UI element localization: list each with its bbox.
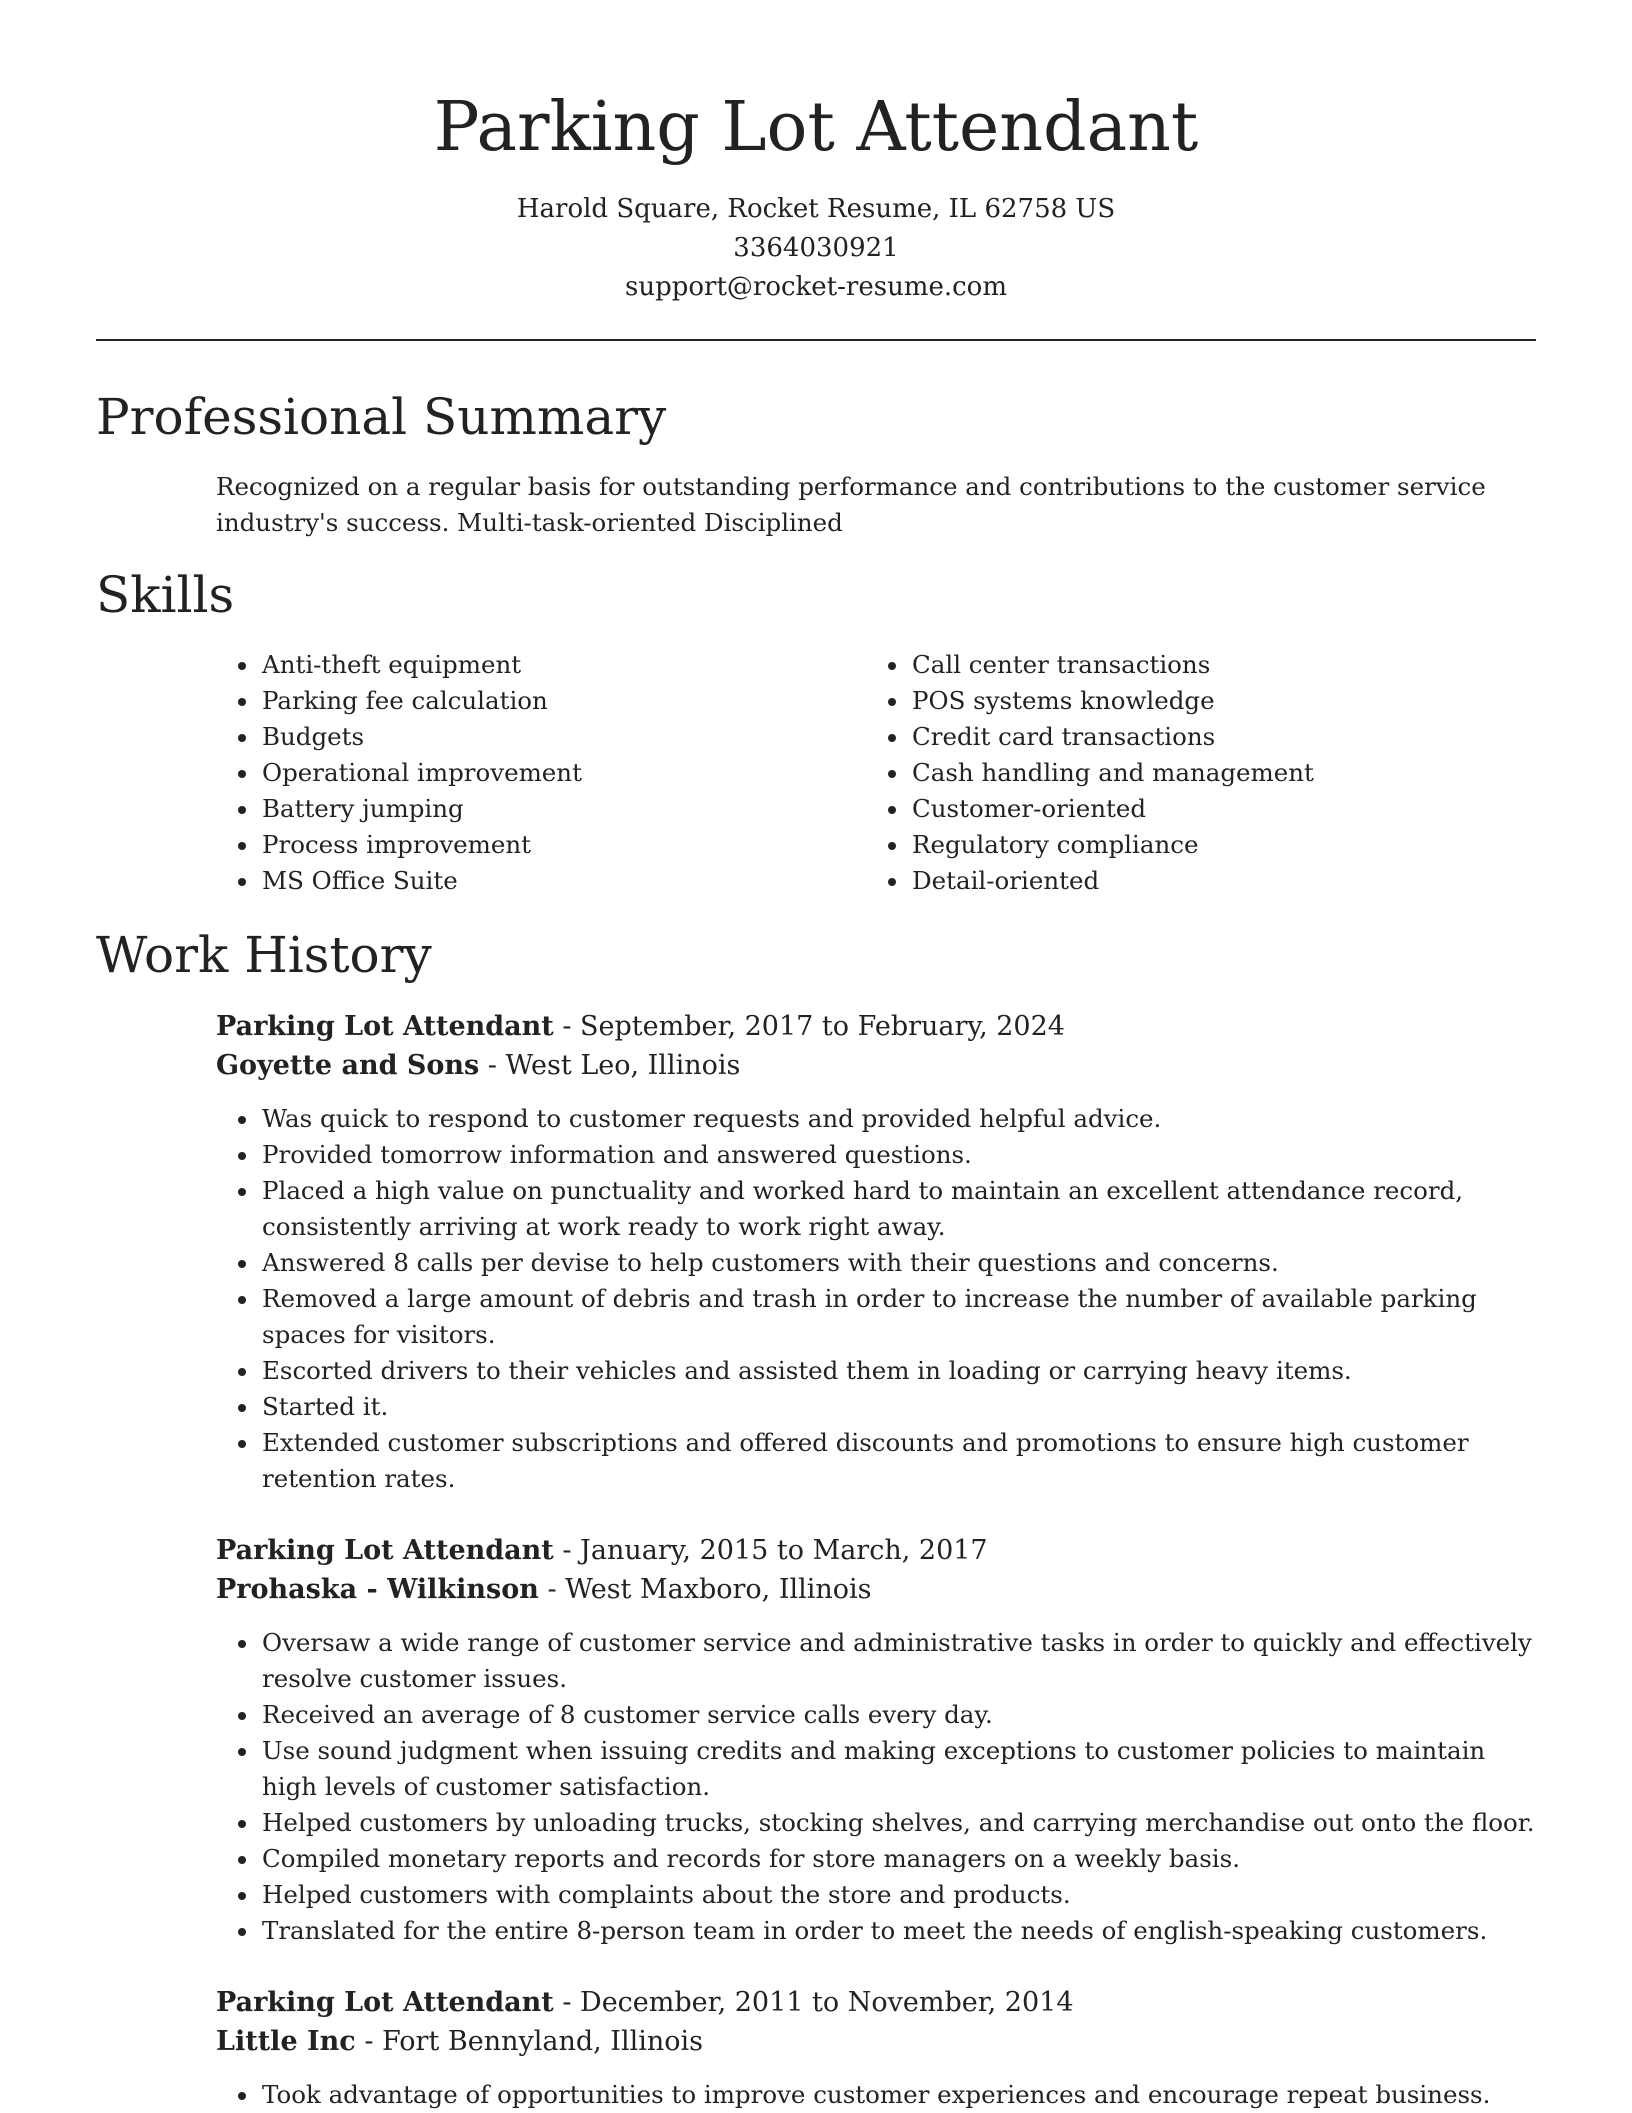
- work-history-heading: Work History: [96, 926, 432, 984]
- job-location: Fort Bennyland, Illinois: [382, 2026, 704, 2057]
- job-bullet: • Was quick to respond to customer requests and provided helpful advice.: [260, 1101, 1536, 1137]
- job-bullet: • Took advantage of opportunities to improve customer experiences and encourage repeat business.: [260, 2077, 1536, 2113]
- job-bullet: • Translated for the entire 8-person team in order to meet the needs of english-speaking customers.: [260, 1913, 1536, 1949]
- job-role: Parking Lot Attendant: [216, 1987, 554, 2018]
- job-bullet: • Helped customers by unloading trucks, stocking shelves, and carrying merchandise out onto the floor.: [260, 1805, 1536, 1841]
- job-entry: [216, 1531, 1536, 1949]
- job-entry: [216, 1007, 1536, 1497]
- job-company: Little Inc: [216, 2026, 356, 2057]
- separator: -: [553, 1987, 581, 2018]
- job-bullets: [216, 2077, 1536, 2113]
- skill-item: • Credit card transactions: [910, 719, 1516, 755]
- job-bullet: • Started it.: [260, 1389, 1536, 1425]
- job-bullets: [216, 1101, 1536, 1497]
- job-role: Parking Lot Attendant: [216, 1011, 554, 1042]
- summary-text: Recognized on a regular basis for outstanding performance and contributions to the customer service industry's success. Multi-task-oriented Disciplined: [216, 472, 1486, 537]
- job-title-line: [216, 1983, 1536, 2022]
- separator: -: [355, 2026, 383, 2057]
- job-bullet: • Escorted drivers to their vehicles and assisted them in loading or carrying heavy items.: [260, 1353, 1536, 1389]
- skill-item: • Battery jumping: [260, 791, 866, 827]
- job-role: Parking Lot Attendant: [216, 1535, 554, 1566]
- skill-item: • POS systems knowledge: [910, 683, 1516, 719]
- separator: -: [479, 1050, 506, 1081]
- job-bullet: • Oversaw a wide range of customer service and administrative tasks in order to quickly and effectively resolve customer issues.: [260, 1625, 1536, 1697]
- job-bullet: • Use sound judgment when issuing credits and making exceptions to customer policies to maintain high levels of customer satisfaction.: [260, 1733, 1536, 1805]
- job-bullet: • Answered 8 calls per devise to help customers with their questions and concerns.: [260, 1245, 1536, 1281]
- job-company-line: [216, 2022, 1536, 2061]
- job-bullet: • Received an average of 8 customer service calls every day.: [260, 1697, 1536, 1733]
- skill-item: • Detail-oriented: [910, 863, 1516, 899]
- resume-page: [96, 0, 1536, 2113]
- skills-column-left: [216, 647, 866, 899]
- job-bullet: • Helped customers with complaints about the store and products.: [260, 1877, 1536, 1913]
- skill-item: • Operational improvement: [260, 755, 866, 791]
- contact-block: [96, 190, 1536, 307]
- skills-heading: Skills: [96, 566, 235, 624]
- skill-item: • Anti-theft equipment: [260, 647, 866, 683]
- skill-item: • Regulatory compliance: [910, 827, 1516, 863]
- job-title-line: [216, 1531, 1536, 1570]
- skill-item: • Parking fee calculation: [260, 683, 866, 719]
- skill-item: • Process improvement: [260, 827, 866, 863]
- summary-heading: Professional Summary: [96, 388, 667, 446]
- job-company-line: [216, 1046, 1536, 1085]
- skill-item: • Budgets: [260, 719, 866, 755]
- header-divider: [96, 339, 1536, 341]
- job-bullet: • Provided tomorrow information and answered questions.: [260, 1137, 1536, 1173]
- job-bullet: • Compiled monetary reports and records for store managers on a weekly basis.: [260, 1841, 1536, 1877]
- skill-item: • Customer-oriented: [910, 791, 1516, 827]
- job-entry: [216, 1983, 1536, 2113]
- job-bullet: • Extended customer subscriptions and offered discounts and promotions to ensure high customer retention rates.: [260, 1425, 1536, 1497]
- skill-item: • MS Office Suite: [260, 863, 866, 899]
- job-bullet: • Placed a high value on punctuality and worked hard to maintain an excellent attendance record, consistently arriving at work ready to work right away.: [260, 1173, 1536, 1245]
- skills-list: [216, 647, 1536, 899]
- job-company-line: [216, 1570, 1536, 1609]
- job-location: West Maxboro, Illinois: [565, 1574, 872, 1605]
- separator: -: [553, 1535, 581, 1566]
- job-company: Prohaska - Wilkinson: [216, 1574, 539, 1605]
- separator: -: [538, 1574, 566, 1605]
- job-company: Goyette and Sons: [216, 1050, 480, 1081]
- phone-line: 3364030921: [733, 233, 899, 263]
- skill-item: • Call center transactions: [910, 647, 1516, 683]
- address-line: Harold Square, Rocket Resume, IL 62758 US: [516, 194, 1116, 224]
- skills-column-right: [866, 647, 1516, 899]
- candidate-title: Parking Lot Attendant: [433, 88, 1199, 167]
- work-history-list: [216, 1007, 1536, 2113]
- skill-item: • Cash handling and management: [910, 755, 1516, 791]
- job-dates: September, 2017 to February, 2024: [580, 1011, 1065, 1042]
- job-bullets: [216, 1625, 1536, 1949]
- job-bullet: • Removed a large amount of debris and trash in order to increase the number of available parking spaces for visitors.: [260, 1281, 1536, 1353]
- separator: -: [553, 1011, 581, 1042]
- job-dates: January, 2015 to March, 2017: [580, 1535, 988, 1566]
- email-line: support@rocket-resume.com: [624, 272, 1007, 302]
- job-dates: December, 2011 to November, 2014: [580, 1987, 1074, 2018]
- resume-header: [96, 0, 1536, 307]
- job-location: West Leo, Illinois: [505, 1050, 741, 1081]
- job-title-line: [216, 1007, 1536, 1046]
